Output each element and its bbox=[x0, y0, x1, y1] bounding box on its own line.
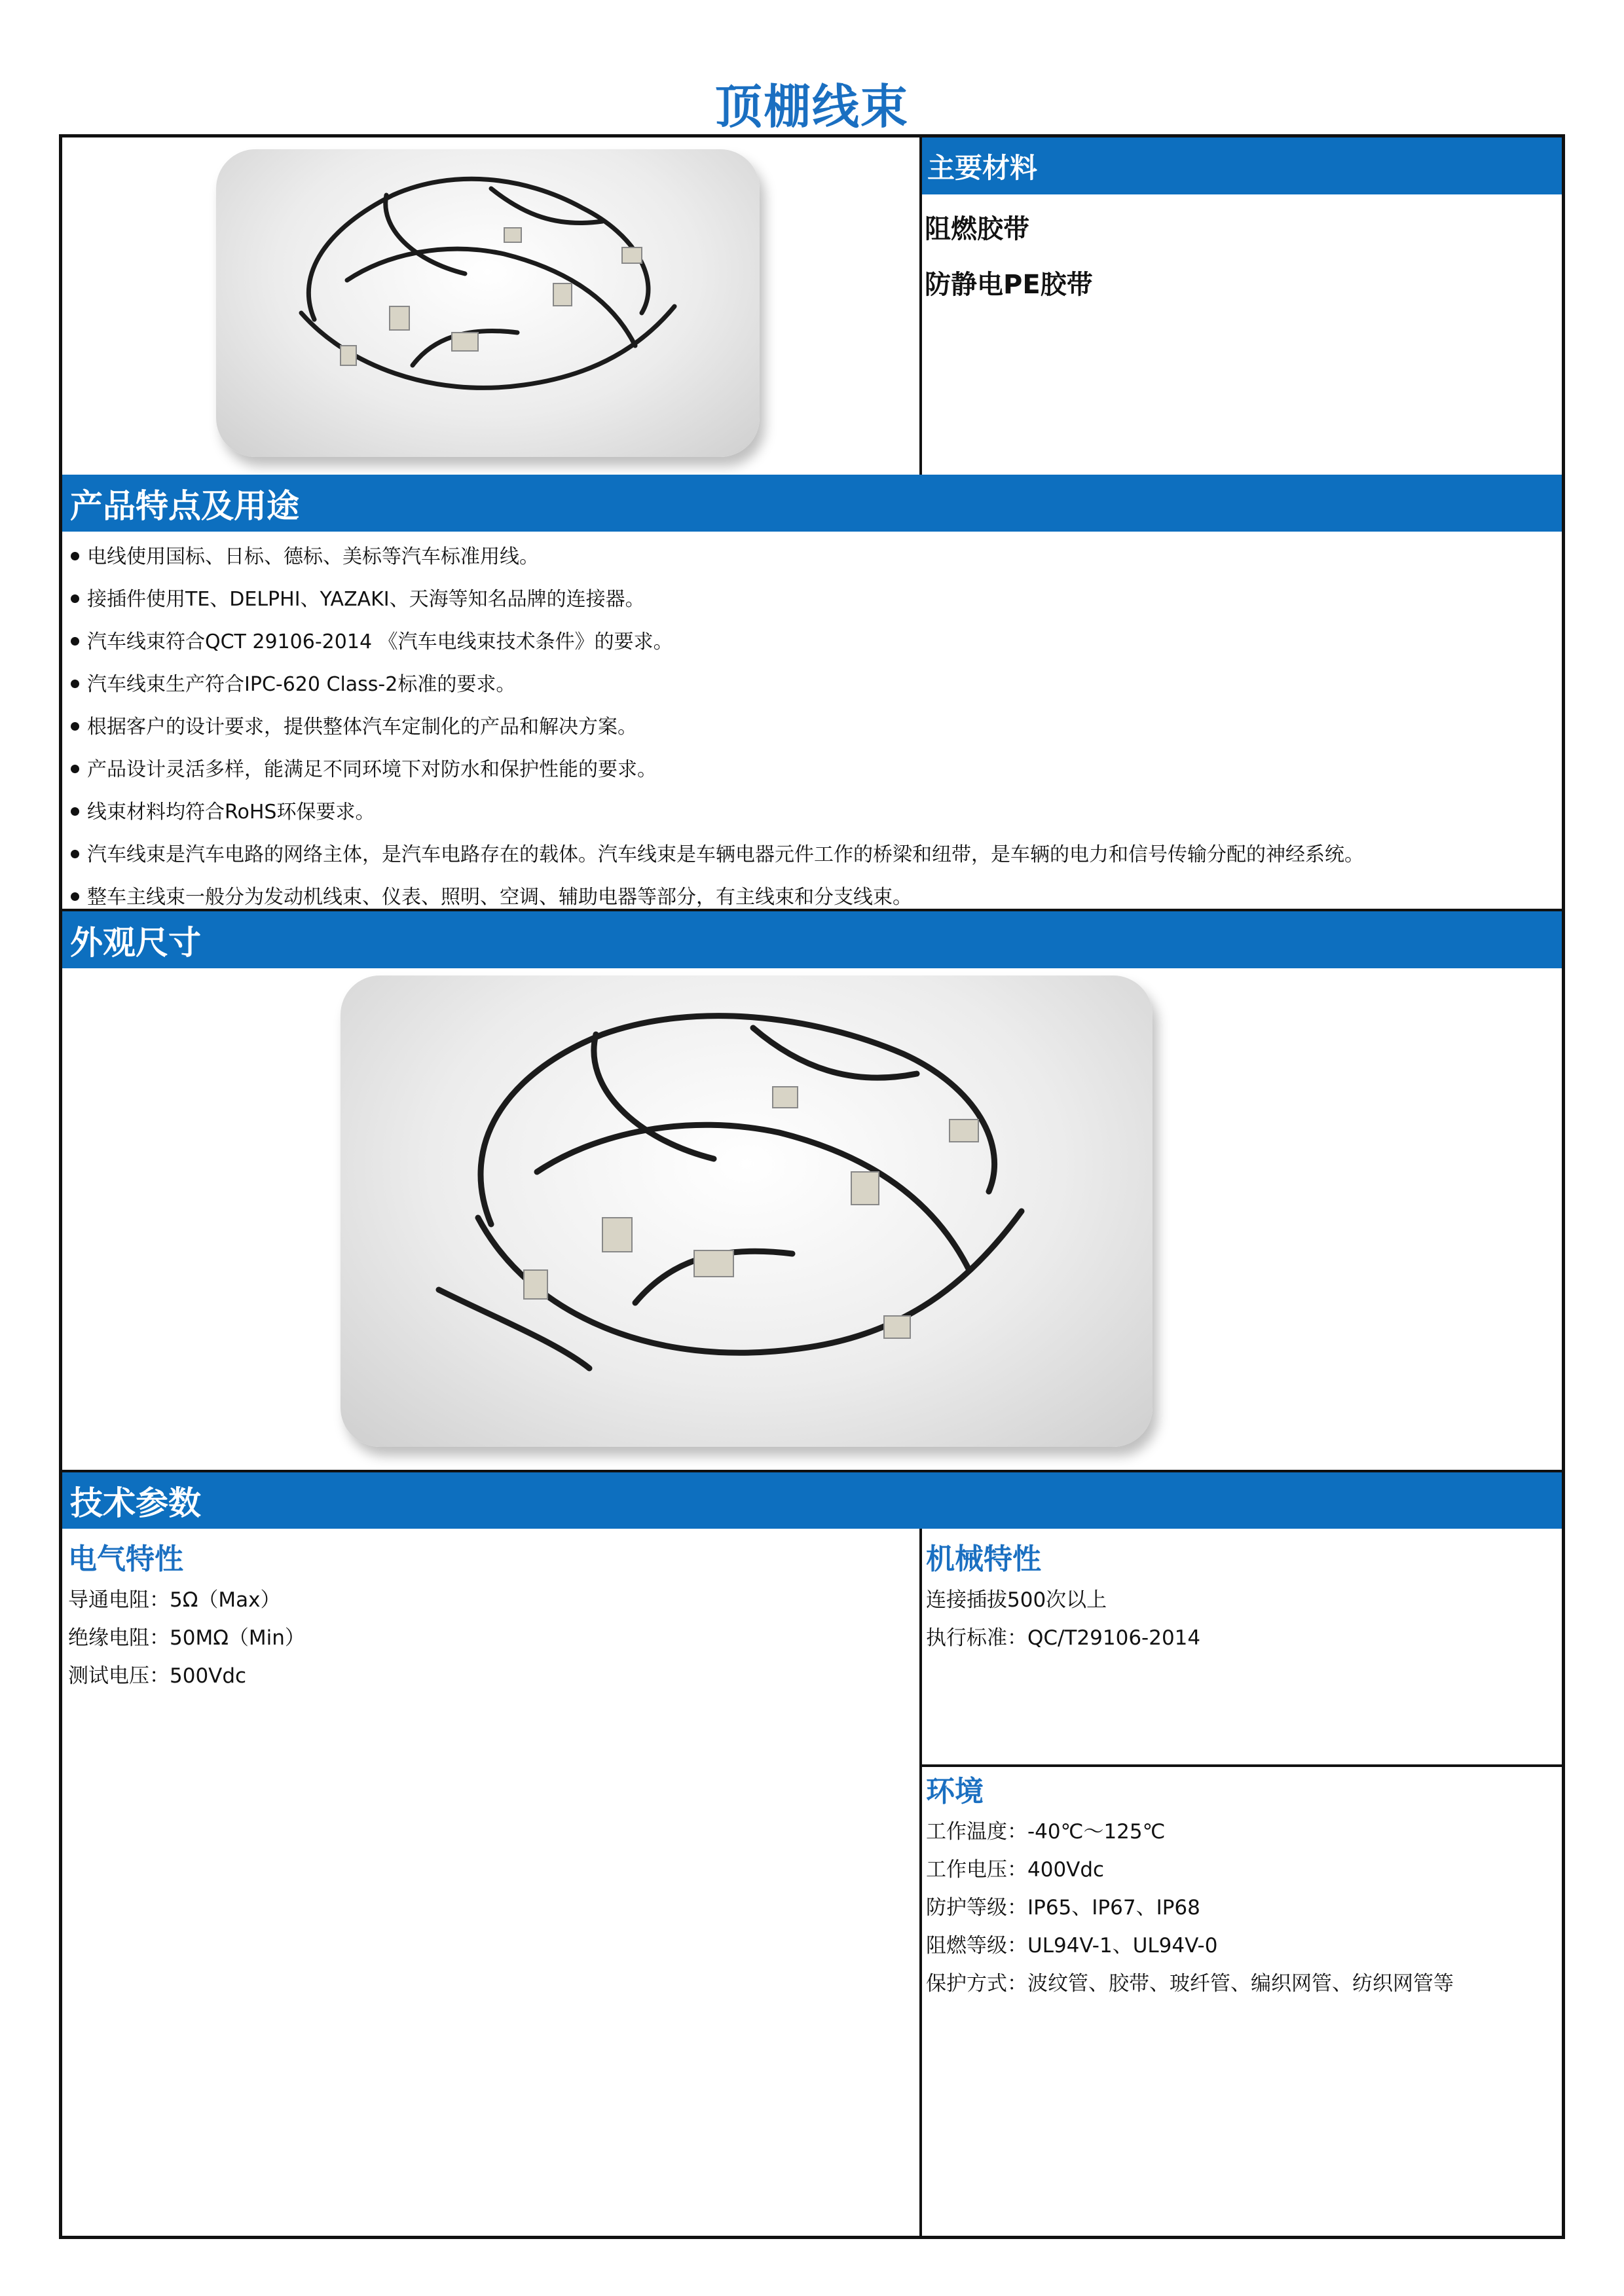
list-item: 线束材料均符合RoHS环保要求。 bbox=[68, 791, 1561, 833]
bullet-icon bbox=[71, 637, 79, 646]
features-list bbox=[68, 536, 1561, 919]
electrical-heading: 电气特性 bbox=[68, 1542, 183, 1576]
environment-item: 保护方式：波纹管、胶带、玻纤管、编织网管、纺织网管等 bbox=[926, 1972, 1454, 1995]
divider bbox=[919, 1529, 922, 2239]
bullet-icon bbox=[71, 850, 79, 858]
bullet-icon bbox=[71, 722, 79, 731]
bullet-icon bbox=[71, 765, 79, 773]
materials-heading: 主要材料 bbox=[927, 151, 1038, 184]
divider bbox=[919, 1764, 1565, 1767]
material-item: 阻燃胶带 bbox=[925, 214, 1029, 244]
material-item: 防静电PE胶带 bbox=[925, 270, 1093, 300]
electrical-item: 导通电阻：5Ω（Max） bbox=[68, 1588, 281, 1612]
list-item: 汽车线束是汽车电路的网络主体，是汽车电路存在的载体。汽车线束是车辆电器元件工作的桥梁和纽带，是车辆的电力和信号传输分配的神经系统。 bbox=[68, 833, 1561, 876]
tech-heading: 技术参数 bbox=[70, 1484, 201, 1522]
environment-item: 防护等级：IP65、IP67、IP68 bbox=[926, 1896, 1200, 1920]
bullet-icon bbox=[71, 552, 79, 560]
list-item: 整车主线束一般分为发动机线束、仪表、照明、空调、辅助电器等部分，有主线束和分支线束。 bbox=[68, 876, 1561, 919]
electrical-item: 测试电压：500Vdc bbox=[68, 1664, 247, 1688]
environment-item: 工作温度：-40℃～125℃ bbox=[926, 1820, 1166, 1844]
mechanical-item: 执行标准：QC/T29106-2014 bbox=[926, 1626, 1201, 1650]
wire-harness-illustration bbox=[216, 149, 760, 457]
dimensions-heading-bar bbox=[62, 911, 1562, 968]
tech-heading-bar bbox=[62, 1472, 1562, 1529]
mechanical-heading: 机械特性 bbox=[926, 1542, 1041, 1576]
environment-heading: 环境 bbox=[926, 1775, 984, 1808]
list-item: 汽车线束生产符合IPC-620 Class-2标准的要求。 bbox=[68, 663, 1561, 706]
list-item: 产品设计灵活多样，能满足不同环境下对防水和保护性能的要求。 bbox=[68, 748, 1561, 791]
bullet-icon bbox=[71, 807, 79, 816]
page-title: 顶棚线束 bbox=[714, 79, 909, 134]
bullet-icon bbox=[71, 892, 79, 901]
electrical-item: 绝缘电阻：50MΩ（Min） bbox=[68, 1626, 305, 1650]
environment-item: 阻燃等级：UL94V-1、UL94V-0 bbox=[926, 1934, 1218, 1958]
bullet-icon bbox=[71, 680, 79, 688]
features-heading-bar bbox=[62, 475, 1562, 532]
dimensions-heading: 外观尺寸 bbox=[70, 923, 201, 962]
wire-harness-illustration bbox=[341, 975, 1153, 1447]
list-item: 电线使用国标、日标、德标、美标等汽车标准用线。 bbox=[68, 536, 1561, 578]
bullet-icon bbox=[71, 594, 79, 603]
product-image-small bbox=[216, 149, 760, 457]
list-item: 汽车线束符合QCT 29106-2014 《汽车电线束技术条件》的要求。 bbox=[68, 621, 1561, 663]
mechanical-item: 连接插拔500次以上 bbox=[926, 1588, 1107, 1612]
product-image-large bbox=[341, 975, 1153, 1447]
list-item: 接插件使用TE、DELPHI、YAZAKI、天海等知名品牌的连接器。 bbox=[68, 578, 1561, 621]
features-heading: 产品特点及用途 bbox=[70, 486, 299, 525]
list-item: 根据客户的设计要求，提供整体汽车定制化的产品和解决方案。 bbox=[68, 706, 1561, 748]
materials-heading-bar bbox=[922, 137, 1562, 194]
environment-item: 工作电压：400Vdc bbox=[926, 1858, 1105, 1882]
